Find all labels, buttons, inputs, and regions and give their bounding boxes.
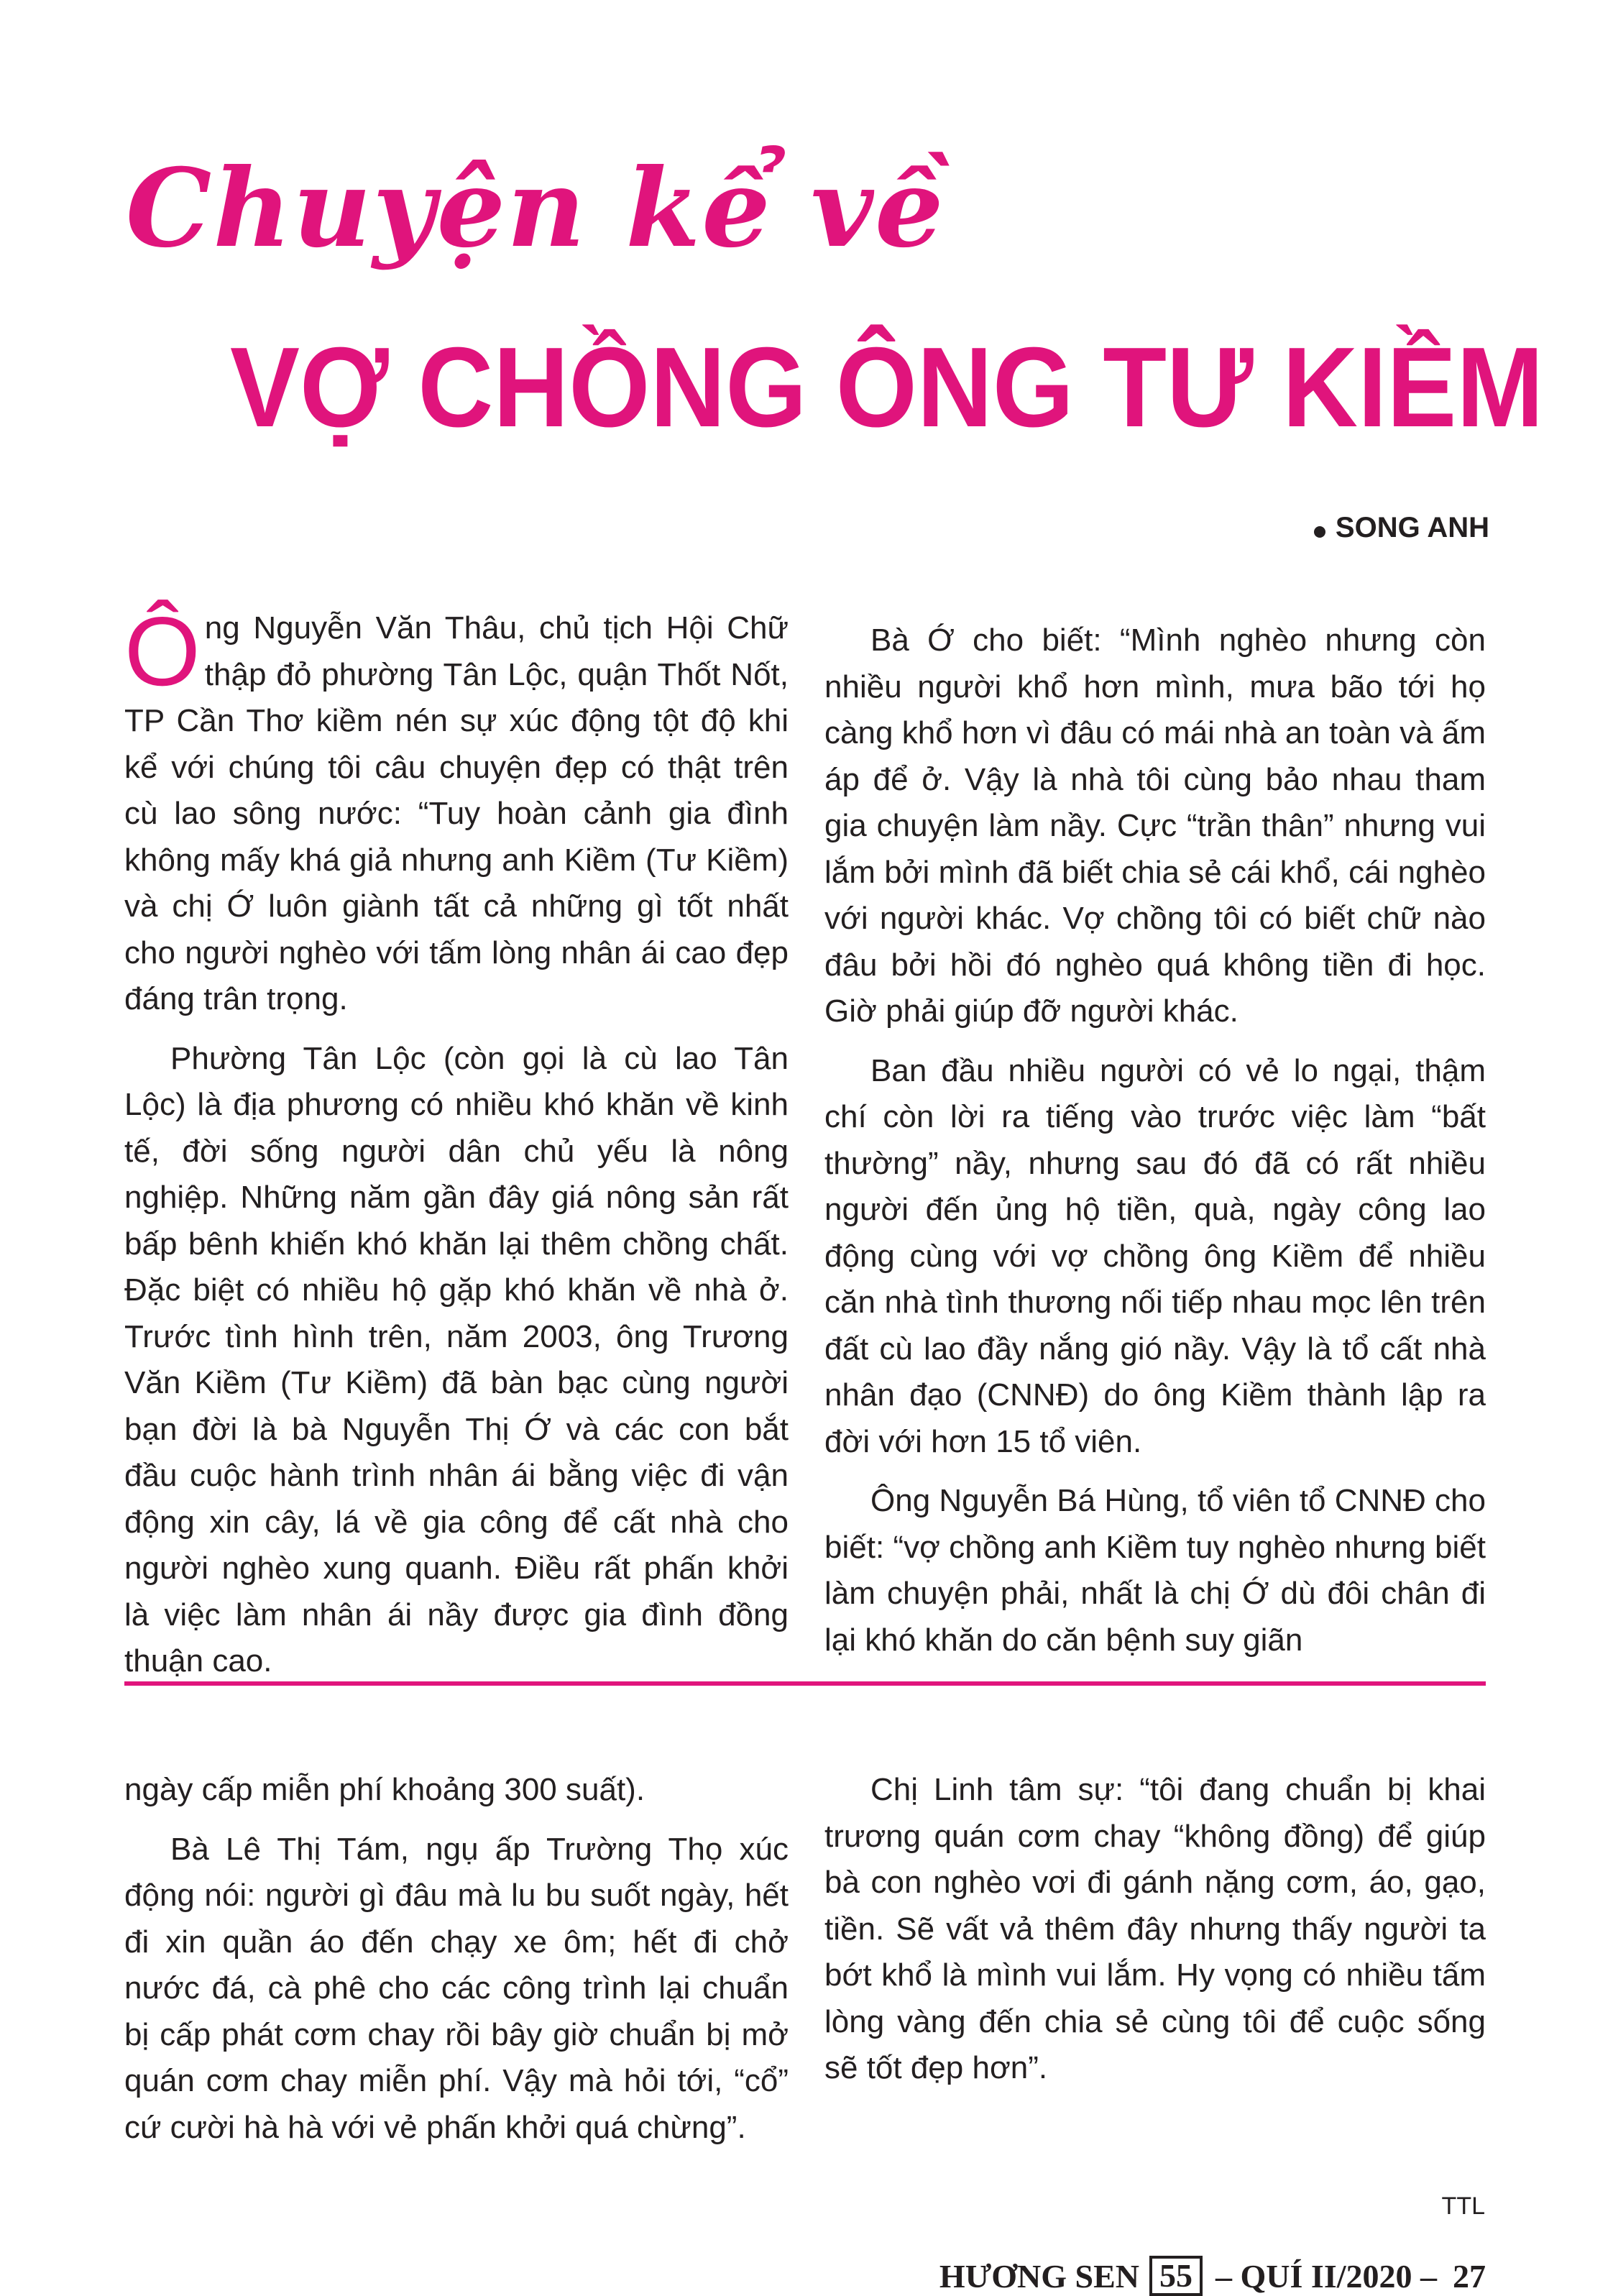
page-number: 27: [1453, 2257, 1486, 2295]
drop-cap: Ô: [124, 597, 201, 706]
page-footer: [939, 2256, 1486, 2296]
paragraph: ngày cấp miễn phí khoảng 300 suất).: [124, 1772, 645, 1807]
article-column-4: [824, 1767, 1486, 2105]
paragraph-text: ng Nguyễn Văn Thâu, chủ tịch Hội Chữ thập đỏ phường Tân Lộc, quận Thốt Nốt, TP Cần Thơ kiềm nén sự xúc động tột độ khi kể với chúng tôi câu chuyện đẹp có thật trên cù lao sông nước: “Tuy hoàn cảnh gia đình không mấy khá giả nhưng anh Kiềm (Tư Kiềm) và chị Ớ luôn giành tất cả những gì tốt nhất cho người nghèo với tấm lòng nhân ái cao đẹp đáng trân trọng.: [124, 610, 789, 1016]
bullet-icon: [1314, 526, 1325, 538]
article-column-1: [124, 597, 789, 1698]
paragraph: Bà Lê Thị Tám, ngụ ấp Trường Thọ xúc động nói: người gì đâu mà lu bu suốt ngày, hết đi xin quần áo đến chạy xe ôm; hết đi chở nước đá, cà phê cho các công trình lại chuẩn bị cấp phát cơm chay rồi bây giờ chuẩn bị mở quán cơm chay miễn phí. Vậy mà hỏi tới, “cổ” cứ cười hà hà với vẻ phấn khởi quá chừng”.: [124, 1831, 789, 2145]
title-script: Chuyện kể về: [126, 145, 945, 272]
section-divider: [124, 1681, 1486, 1686]
paragraph: [124, 597, 789, 1023]
paragraph: Phường Tân Lộc (còn gọi là cù lao Tân Lộc) là địa phương có nhiều khó khăn về kinh tế, đời sống người dân chủ yếu là nông nghiệp. Những năm gần đây giá nông sản rất bấp bênh khiến khó khăn lại thêm chồng chất. Đặc biệt có nhiều hộ gặp khó khăn về nhà ở. Trước tình hình trên, năm 2003, ông Trương Văn Kiềm (Tư Kiềm) đã bàn bạc cùng người bạn đời là bà Nguyễn Thị Ớ và các con bắt đầu cuộc hành trình nhân ái bằng việc đi vận động xin cây, lá về gia công để cất nhà cho người nghèo xung quanh. Điều rất phấn khởi là việc làm nhân ái nầy được gia đình đồng thuận cao.: [124, 1040, 789, 1679]
paragraph: Ban đầu nhiều người có vẻ lo ngại, thậm chí còn lời ra tiếng vào trước việc làm “bất thường” nầy, nhưng sau đó đã có rất nhiều người đến ủng hộ tiền, quà, ngày công lao động cùng với vợ chồng ông Kiềm để nhiều căn nhà tình thương nối tiếp nhau mọc lên trên đất cù lao đầy nắng gió nầy. Vậy là tổ cất nhà nhân đạo (CNNĐ) do ông Kiềm thành lập ra đời với hơn 15 tổ viên.: [824, 1052, 1486, 1459]
magazine-name: HƯƠNG SEN: [939, 2257, 1140, 2295]
author-name: SONG ANH: [1335, 512, 1489, 543]
author-byline: [1314, 512, 1489, 544]
page-title: VỢ CHỒNG ÔNG TƯ KIỀM: [230, 324, 1544, 451]
article-column-2: [824, 617, 1486, 1676]
signature: TTL: [1441, 2192, 1485, 2220]
paragraph: Chị Linh tâm sự: “tôi đang chuẩn bị khai trương quán cơm chay “không đồng) để giúp bà con nghèo vơi đi gánh nặng cơm, áo, gạo, tiền. Sẽ vất vả thêm đây nhưng thấy người ta bớt khổ là mình vui lắm. Hy vọng có nhiều tấm lòng vàng đến chia sẻ cùng tôi để cuộc sống sẽ tốt đẹp hơn”.: [824, 1772, 1486, 2085]
issue-number: 55: [1149, 2256, 1203, 2296]
issue-quarter: – QUÍ II/2020 –: [1216, 2257, 1437, 2295]
paragraph: Ông Nguyễn Bá Hùng, tổ viên tổ CNNĐ cho biết: “vợ chồng anh Kiềm tuy nghèo nhưng biết làm chuyện phải, nhất là chị Ớ dù đôi chân đi lại khó khăn do căn bệnh suy giãn: [824, 1483, 1486, 1658]
paragraph: Bà Ớ cho biết: “Mình nghèo nhưng còn nhiều người khổ hơn mình, mưa bão tới họ càng khổ hơn vì đâu có mái nhà an toàn và ấm áp để ở. Vậy là nhà tôi cùng bảo nhau tham gia chuyện làm nầy. Cực “trần thân” nhưng vui lắm bởi mình đã biết chia sẻ cái khổ, cái nghèo với người khác. Vợ chồng tôi có biết chữ nào đâu bởi hồi đó nghèo quá không tiền đi học. Giờ phải giúp đỡ người khác.: [824, 623, 1486, 1029]
article-column-3: [124, 1767, 789, 2164]
